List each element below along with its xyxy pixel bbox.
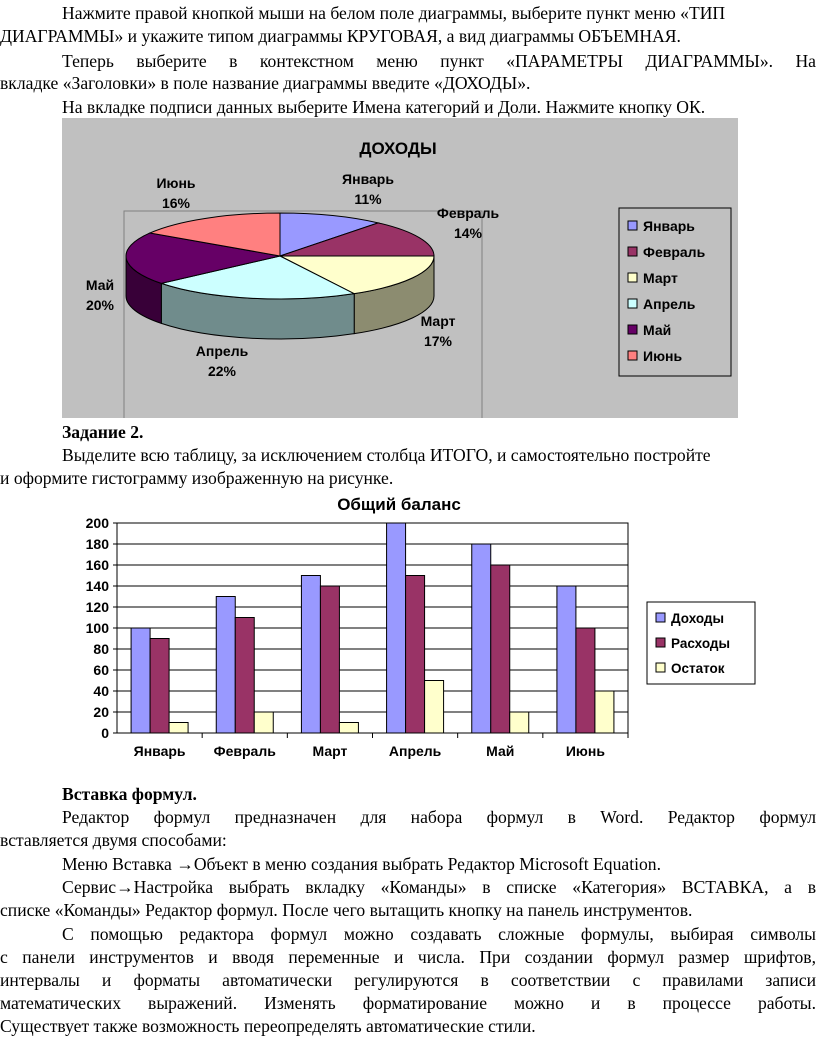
y-tick-label: 120 bbox=[85, 599, 109, 615]
bar bbox=[301, 576, 320, 734]
y-tick-label: 40 bbox=[93, 683, 109, 699]
bar bbox=[387, 523, 406, 733]
x-tick-label: Апрель bbox=[388, 743, 442, 759]
legend-label: Апрель bbox=[643, 296, 696, 312]
y-tick-label: 0 bbox=[101, 725, 109, 741]
paragraph-line: С помощью редактора формул можно создавать сложные формулы, выбирая символы bbox=[62, 924, 816, 944]
bar bbox=[557, 586, 576, 733]
pie-data-label: Июнь 16% bbox=[156, 175, 196, 211]
bar bbox=[510, 712, 529, 733]
legend-label: Расходы bbox=[671, 636, 731, 651]
bar bbox=[472, 544, 491, 733]
bar bbox=[131, 628, 150, 733]
task2-heading: Задание 2. bbox=[62, 422, 144, 442]
legend-label: Март bbox=[643, 270, 678, 286]
paragraph-line: Выделите всю таблицу, за исключением столбца ИТОГО, и самостоятельно постройте bbox=[62, 445, 711, 465]
legend-label: Май bbox=[643, 322, 672, 338]
bar-chart bbox=[70, 490, 770, 775]
pie-data-label: Январь 11% bbox=[342, 171, 394, 207]
pie-data-label: Март 17% bbox=[420, 313, 456, 349]
bar bbox=[235, 618, 254, 734]
legend-swatch bbox=[628, 299, 637, 308]
x-tick-label: Февраль bbox=[213, 743, 276, 759]
pie-data-label: Февраль 14% bbox=[436, 205, 500, 241]
legend-label: Доходы bbox=[671, 611, 725, 626]
pie-chart-title: ДОХОДЫ bbox=[359, 139, 437, 158]
y-tick-label: 60 bbox=[93, 662, 109, 678]
paragraph-line: Теперь выберите в контекстном меню пункт «ПАРАМЕТРЫ ДИАГРАММЫ». На bbox=[62, 51, 816, 71]
legend-label: Январь bbox=[643, 218, 695, 234]
bar-chart-title: Общий баланс bbox=[337, 495, 461, 514]
pie-chart bbox=[62, 118, 738, 418]
paragraph-line: Нажмите правой кнопкой мыши на белом поле диаграммы, выберите пункт меню «ТИП bbox=[62, 3, 726, 23]
paragraph-line: списке «Команды» Редактор формул. После чего вытащить кнопку на панель инструментов. bbox=[0, 900, 693, 920]
pie-data-label: Май 20% bbox=[85, 277, 115, 313]
bar bbox=[150, 639, 169, 734]
paragraph-line: и оформите гистограмму изображенную на рисунке. bbox=[0, 468, 394, 488]
paragraph-line: Меню Вставка →Объект в меню создания выбрать Редактор Microsoft Equation. bbox=[62, 854, 661, 874]
y-tick-label: 180 bbox=[85, 536, 109, 552]
legend-label: Июнь bbox=[643, 348, 683, 364]
paragraph-line: ДИАГРАММЫ» и укажите типом диаграммы КРУГОВАЯ, а вид диаграммы ОБЪЕМНАЯ. bbox=[0, 26, 681, 46]
bar bbox=[320, 586, 339, 733]
bar bbox=[425, 681, 444, 734]
y-tick-label: 160 bbox=[85, 557, 109, 573]
paragraph-line: интервалы и форматы автоматически регулируются в соответствии с правилами записи bbox=[0, 970, 816, 990]
bar bbox=[254, 712, 273, 733]
legend-swatch bbox=[628, 221, 637, 230]
bar bbox=[169, 723, 188, 734]
formulas-heading: Вставка формул. bbox=[62, 784, 197, 804]
legend-swatch bbox=[656, 638, 665, 647]
bar bbox=[216, 597, 235, 734]
x-tick-label: Июнь bbox=[565, 743, 605, 759]
y-tick-label: 100 bbox=[85, 620, 109, 636]
bar bbox=[339, 723, 358, 734]
x-tick-label: Январь bbox=[133, 743, 186, 759]
bar bbox=[406, 576, 425, 734]
paragraph-line: с панели инструментов и вводя переменные и числа. При создании формул размер шрифтов, bbox=[0, 947, 816, 967]
legend-label: Остаток bbox=[671, 661, 725, 676]
legend-label: Февраль bbox=[643, 244, 706, 260]
bar bbox=[576, 628, 595, 733]
y-tick-label: 200 bbox=[85, 515, 109, 531]
legend-swatch bbox=[628, 325, 637, 334]
x-tick-label: Май bbox=[486, 743, 515, 759]
paragraph-line: На вкладке подписи данных выберите Имена категорий и Доли. Нажмите кнопку ОК. bbox=[62, 97, 706, 117]
bar bbox=[491, 565, 510, 733]
paragraph-line: Существует также возможность переопределять автоматические стили. bbox=[0, 1016, 536, 1036]
x-tick-label: Март bbox=[312, 743, 348, 759]
paragraph-line: Сервис→Настройка выбрать вкладку «Команды» в списке «Категория» ВСТАВКА, а в bbox=[62, 877, 816, 897]
y-tick-label: 80 bbox=[93, 641, 109, 657]
pie-data-label: Апрель 22% bbox=[195, 343, 249, 379]
bar bbox=[595, 691, 614, 733]
legend-swatch bbox=[656, 663, 665, 672]
legend-swatch bbox=[628, 247, 637, 256]
paragraph-line: вставляется двумя способами: bbox=[0, 830, 227, 850]
paragraph-line: математических выражений. Изменять форматирование можно и в процессе работы. bbox=[0, 993, 816, 1013]
legend-swatch bbox=[628, 273, 637, 282]
y-tick-label: 140 bbox=[85, 578, 109, 594]
legend-swatch bbox=[656, 613, 665, 622]
paragraph-line: вкладке «Заголовки» в поле название диаграммы введите «ДОХОДЫ». bbox=[0, 73, 531, 93]
paragraph-line: Редактор формул предназначен для набора формул в Word. Редактор формул bbox=[62, 807, 816, 827]
legend-swatch bbox=[628, 351, 637, 360]
y-tick-label: 20 bbox=[93, 704, 109, 720]
